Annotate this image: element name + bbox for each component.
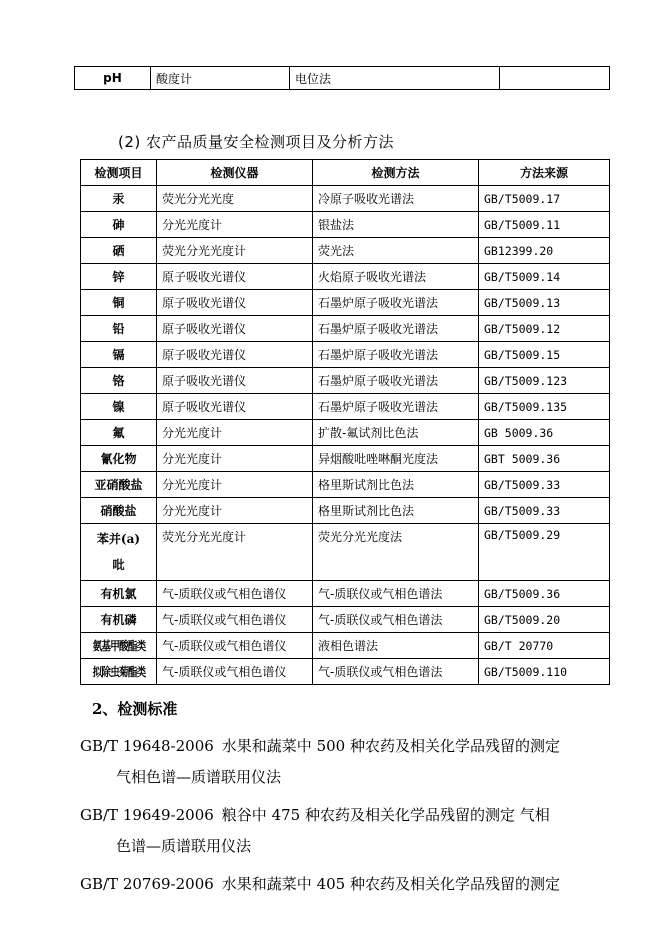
item-cell: 铬 — [81, 368, 157, 394]
table-row — [81, 316, 610, 342]
header-method: 检测方法 — [313, 160, 479, 186]
item-cell: 镉 — [81, 342, 157, 368]
item-cell: 汞 — [81, 186, 157, 212]
standard-item — [80, 731, 585, 793]
method-cell: 火焰原子吸收光谱法 — [313, 264, 479, 290]
method-cell: 液相色谱法 — [313, 633, 479, 659]
source-cell: GB/T5009.135 — [479, 394, 610, 420]
item-cell — [81, 524, 157, 581]
method-cell: 石墨炉原子吸收光谱法 — [313, 342, 479, 368]
method-cell: 扩散-氟试剂比色法 — [313, 420, 479, 446]
table-row — [81, 524, 610, 581]
standard-code: GB/T 20769-2006 — [80, 875, 214, 893]
source-cell: GB12399.20 — [479, 238, 610, 264]
source-cell: GB 5009.36 — [479, 420, 610, 446]
table-row — [81, 472, 610, 498]
item-cell: 铜 — [81, 290, 157, 316]
standard-code: GB/T 19648-2006 — [80, 737, 214, 755]
instrument-cell: 分光光度计 — [157, 420, 313, 446]
item-cell: 硝酸盐 — [81, 498, 157, 524]
standard-title-line1: 水果和蔬菜中 500 种农药及相关化学品残留的测定 — [221, 737, 560, 755]
item-cell: 锌 — [81, 264, 157, 290]
instrument-cell: 气-质联仪或气相色谱仪 — [157, 633, 313, 659]
table-row — [81, 394, 610, 420]
item-cell — [81, 659, 157, 685]
instrument-cell: 荧光分光光度计 — [157, 524, 313, 581]
ph-table — [74, 66, 610, 90]
method-cell: 荧光分光光度法 — [313, 524, 479, 581]
standard-title-line1: 粮谷中 475 种农药及相关化学品残留的测定 气相 — [221, 806, 550, 824]
source-cell — [500, 67, 610, 90]
method-cell: 气-质联仪或气相色谱法 — [313, 581, 479, 607]
method-cell: 银盐法 — [313, 212, 479, 238]
instrument-cell: 荧光分光光度计 — [157, 238, 313, 264]
standard-code: GB/T 19649-2006 — [80, 806, 214, 824]
table-row — [81, 264, 610, 290]
instrument-cell: 气-质联仪或气相色谱仪 — [157, 581, 313, 607]
item-cell: 有机氯 — [81, 581, 157, 607]
instrument-cell: 分光光度计 — [157, 212, 313, 238]
method-cell: 气-质联仪或气相色谱法 — [313, 607, 479, 633]
table-row — [81, 659, 610, 685]
method-cell: 异烟酸吡唑啉酮光度法 — [313, 446, 479, 472]
source-cell: GB/T5009.13 — [479, 290, 610, 316]
source-cell: GB/T 20770 — [479, 633, 610, 659]
method-cell: 气-质联仪或气相色谱法 — [313, 659, 479, 685]
standard-title-line1: 水果和蔬菜中 405 种农药及相关化学品残留的测定 — [221, 875, 560, 893]
method-cell: 石墨炉原子吸收光谱法 — [313, 368, 479, 394]
item-cell: 砷 — [81, 212, 157, 238]
item-cell: 氰化物 — [81, 446, 157, 472]
item-cell: 氟 — [81, 420, 157, 446]
item-cell: 有机磷 — [81, 607, 157, 633]
source-cell: GB/T5009.33 — [479, 498, 610, 524]
source-cell: GB/T5009.29 — [479, 524, 610, 581]
header-instrument: 检测仪器 — [157, 160, 313, 186]
instrument-cell: 原子吸收光谱仪 — [157, 316, 313, 342]
source-cell: GB/T5009.12 — [479, 316, 610, 342]
source-cell: GB/T5009.14 — [479, 264, 610, 290]
standard-title-line2: 色谱—质谱联用仪法 — [116, 837, 252, 855]
item-cell: 铅 — [81, 316, 157, 342]
table-row — [81, 446, 610, 472]
table-row — [81, 186, 610, 212]
source-cell: GB/T5009.15 — [479, 342, 610, 368]
item-text: 氨基甲酸酯类 — [92, 639, 146, 653]
analysis-methods-table — [80, 159, 610, 685]
method-cell: 荧光法 — [313, 238, 479, 264]
method-cell: 电位法 — [290, 67, 500, 90]
table-row — [81, 420, 610, 446]
table-row — [81, 238, 610, 264]
method-cell: 石墨炉原子吸收光谱法 — [313, 290, 479, 316]
item-cell: 镍 — [81, 394, 157, 420]
method-cell: 格里斯试剂比色法 — [313, 472, 479, 498]
source-cell: GB/T5009.36 — [479, 581, 610, 607]
method-cell: 石墨炉原子吸收光谱法 — [313, 316, 479, 342]
instrument-cell: 气-质联仪或气相色谱仪 — [157, 607, 313, 633]
source-cell: GB/T5009.17 — [479, 186, 610, 212]
instrument-cell: 酸度计 — [151, 67, 290, 90]
item-line2: 吡 — [112, 558, 125, 572]
table-row — [81, 212, 610, 238]
method-cell: 冷原子吸收光谱法 — [313, 186, 479, 212]
table-row — [81, 607, 610, 633]
source-cell: GBT 5009.36 — [479, 446, 610, 472]
instrument-cell: 原子吸收光谱仪 — [157, 368, 313, 394]
table-row — [81, 498, 610, 524]
instrument-cell: 分光光度计 — [157, 472, 313, 498]
item-cell: pH — [75, 67, 151, 90]
source-cell: GB/T5009.11 — [479, 212, 610, 238]
instrument-cell: 荧光分光光度 — [157, 186, 313, 212]
instrument-cell: 原子吸收光谱仪 — [157, 264, 313, 290]
standard-title-line2: 气相色谱—质谱联用仪法 — [116, 768, 282, 786]
section-title: 2、检测标准 — [92, 700, 178, 718]
table-row — [81, 290, 610, 316]
instrument-cell: 分光光度计 — [157, 446, 313, 472]
item-cell: 硒 — [81, 238, 157, 264]
table-body-pesticides — [81, 581, 610, 685]
source-cell: GB/T5009.123 — [479, 368, 610, 394]
table-caption: (2) 农产品质量安全检测项目及分析方法 — [118, 133, 395, 151]
table-row — [75, 67, 610, 90]
table-row — [81, 581, 610, 607]
table-row — [81, 633, 610, 659]
instrument-cell: 气-质联仪或气相色谱仪 — [157, 659, 313, 685]
instrument-cell: 原子吸收光谱仪 — [157, 290, 313, 316]
table-header-row — [81, 160, 610, 186]
source-cell: GB/T5009.110 — [479, 659, 610, 685]
header-item: 检测项目 — [81, 160, 157, 186]
header-source: 方法来源 — [479, 160, 610, 186]
item-cell: 亚硝酸盐 — [81, 472, 157, 498]
instrument-cell: 原子吸收光谱仪 — [157, 342, 313, 368]
source-cell: GB/T5009.20 — [479, 607, 610, 633]
source-cell: GB/T5009.33 — [479, 472, 610, 498]
table-body-metals — [81, 186, 610, 524]
standard-item — [80, 800, 585, 862]
item-text: 拟除虫菊酯类 — [92, 665, 146, 679]
item-line1: 苯并(a) — [96, 532, 141, 546]
item-cell — [81, 633, 157, 659]
instrument-cell: 分光光度计 — [157, 498, 313, 524]
table-row — [81, 342, 610, 368]
table-row — [81, 368, 610, 394]
instrument-cell: 原子吸收光谱仪 — [157, 394, 313, 420]
method-cell: 格里斯试剂比色法 — [313, 498, 479, 524]
method-cell: 石墨炉原子吸收光谱法 — [313, 394, 479, 420]
standard-item — [80, 869, 585, 900]
